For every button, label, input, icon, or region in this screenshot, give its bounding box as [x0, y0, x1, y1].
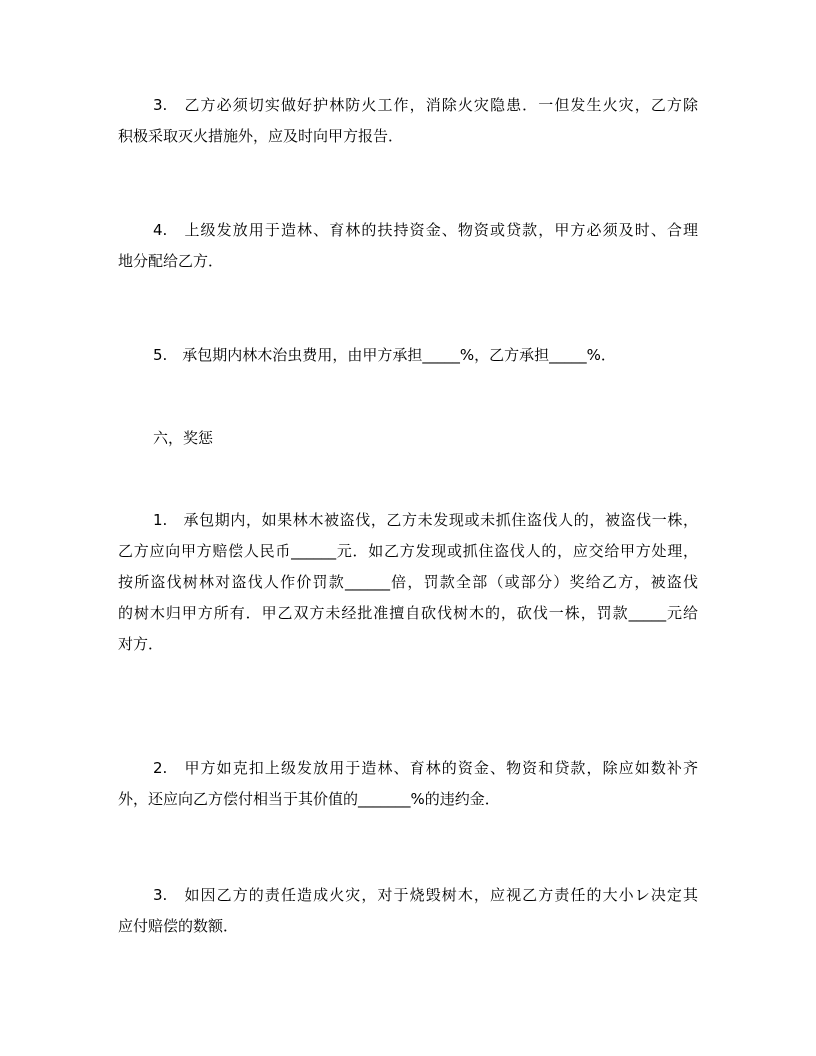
- paragraph-line: 乙方应向甲方赔偿人民币______元．如乙方发现或抓住盗伐人的，应交给甲方处理，: [118, 542, 698, 560]
- paragraph-line: 3. 如因乙方的责任造成火灾，对于烧毁树木，应视乙方责任的大小㆑决定其: [153, 886, 698, 904]
- clause-4-funds: [118, 215, 698, 277]
- section-6-heading: [118, 423, 698, 454]
- clause-3-fire: [118, 90, 698, 152]
- paragraph-line: 对方．: [118, 635, 164, 653]
- clause-5-pest: [118, 340, 698, 371]
- paragraph-line: 的树木归甲方所有．甲乙双方未经批准擅自砍伐树木的，砍伐一株，罚款_____元给: [118, 604, 698, 622]
- paragraph-line: 按所盗伐树林对盗伐人作价罚款______倍，罚款全部（或部分）奖给乙方，被盗伐: [118, 573, 698, 591]
- reward-2-deduction: [118, 753, 698, 815]
- paragraph-line: 3. 乙方必须切实做好护林防火工作，消除火灾隐患．一但发生火灾，乙方除: [153, 96, 698, 114]
- reward-3-fire-liability: [118, 880, 698, 942]
- paragraph-line: 积极采取灭火措施外，应及时向甲方报告．: [118, 127, 404, 145]
- paragraph-line: 2. 甲方如克扣上级发放用于造林、育林的资金、物资和贷款，除应如数补齐: [153, 759, 698, 777]
- reward-1-theft: [118, 505, 698, 660]
- section-heading: 六，奖惩: [153, 429, 214, 447]
- paragraph-line: 外，还应向乙方偿付相当于其价值的_______%的违约金．: [118, 790, 500, 808]
- paragraph-line: 5. 承包期内林木治虫费用，由甲方承担_____%，乙方承担_____%．: [153, 346, 616, 364]
- paragraph-line: 4. 上级发放用于造林、育林的扶持资金、物资或贷款，甲方必须及时、合理: [153, 221, 698, 239]
- paragraph-line: 地分配给乙方．: [118, 252, 224, 270]
- paragraph-line: 应付赔偿的数额．: [118, 917, 239, 935]
- paragraph-line: 1. 承包期内，如果林木被盗伐，乙方未发现或未抓住盗伐人的，被盗伐一株，: [153, 511, 698, 529]
